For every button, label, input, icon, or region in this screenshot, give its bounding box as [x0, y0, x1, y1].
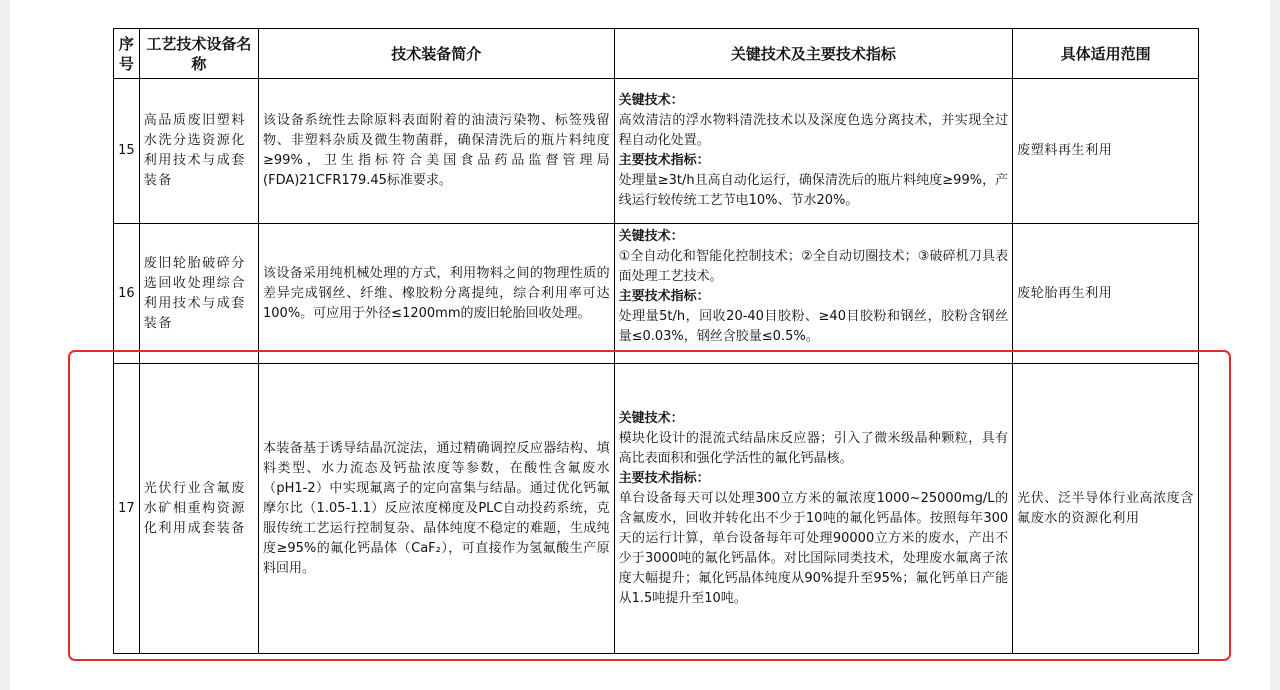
key-technology-label: 关键技术： [618, 410, 684, 426]
table-row [114, 224, 1199, 364]
technical-index-label: 主要技术指标： [618, 289, 710, 304]
table-row [114, 79, 1199, 224]
application-scope: 废塑料再生利用 [1013, 79, 1199, 224]
header-serial-no: 序号 [114, 29, 140, 79]
equipment-name: 光伏行业含氟废水矿相重构资源化利用成套装备 [139, 364, 258, 654]
header-key-technology: 关键技术及主要技术指标 [614, 29, 1013, 79]
technical-index-label: 主要技术指标： [618, 153, 710, 168]
key-technology-text: ①全自动化和智能化控制技术；②全自动切圈技术；③破碎机刀具表面处理工艺技术。 [618, 249, 1009, 284]
technical-index-label: 主要技术指标： [618, 470, 710, 486]
application-scope: 光伏、泛半导体行业高浓度含氟废水的资源化利用 [1013, 364, 1199, 654]
header-scope: 具体适用范围 [1013, 29, 1199, 79]
document-page [10, 0, 1270, 690]
row-number: 15 [114, 79, 140, 224]
key-technology-cell [614, 224, 1013, 364]
technology-table [113, 28, 1199, 654]
equipment-description: 该设备采用纯机械处理的方式，利用物料之间的物理性质的差异完成钢丝、纤维、橡胶粉分离提纯，综合利用率可达100%。可应用于外径≤1200mm的废旧轮胎回收处理。 [259, 224, 615, 364]
technical-index-text: 单台设备每天可以处理300立方米的氟浓度1000~25000mg/L的含氟废水，回收并转化出不少于10吨的氟化钙晶体。按照每年300天的运行计算，单台设备每年可处理90000立方米的废水，产出不少于3000吨的氟化钙晶体。对比国际同类技术，处理废水氟离子浓度大幅提升；氟化钙晶体纯度从90%提升至95%；氟化钙单日产能从1.5吨提升至10吨。 [618, 490, 1009, 606]
technical-index-text: 处理量≥3t/h且高自动化运行，确保清洗后的瓶片料纯度≥99%，产线运行较传统工艺节电10%、节水20%。 [618, 173, 1009, 208]
header-description: 技术装备简介 [259, 29, 615, 79]
header-equipment-name: 工艺技术设备名称 [139, 29, 258, 79]
equipment-description: 该设备系统性去除原料表面附着的油渍污染物、标签残留物、非塑料杂质及微生物菌群，确保清洗后的瓶片料纯度≥99%，卫生指标符合美国食品药品监督管理局(FDA)21CFR179.45标准要求。 [259, 79, 615, 224]
key-technology-cell [614, 364, 1013, 654]
row-number: 16 [114, 224, 140, 364]
key-technology-label: 关键技术： [618, 93, 684, 108]
table-row [114, 364, 1199, 654]
equipment-name: 废旧轮胎破碎分选回收处理综合利用技术与成套装备 [139, 224, 258, 364]
row-number: 17 [114, 364, 140, 654]
equipment-name: 高品质废旧塑料水洗分选资源化利用技术与成套装备 [139, 79, 258, 224]
key-technology-cell [614, 79, 1013, 224]
key-technology-text: 高效清洁的浮水物料清洗技术以及深度色选分离技术，并实现全过程自动化处置。 [618, 113, 1009, 148]
technical-index-text: 处理量5t/h，回收20-40目胶粉、≥40目胶粉和钢丝，胶粉含钢丝量≤0.03%，钢丝含胶量≤0.5%。 [618, 309, 1009, 344]
table-header-row [114, 29, 1199, 79]
application-scope: 废轮胎再生利用 [1013, 224, 1199, 364]
key-technology-text: 模块化设计的混流式结晶床反应器；引入了微米级晶种颗粒，具有高比表面积和强化学活性的氟化钙晶核。 [618, 430, 1009, 466]
equipment-description: 本装备基于诱导结晶沉淀法，通过精确调控反应器结构、填料类型、水力流态及钙盐浓度等参数，在酸性含氟废水（pH1-2）中实现氟离子的定向富集与结晶。通过优化钙氟摩尔比（1.05-1.1）反应浓度梯度及PLC自动投药系统，克服传统工艺运行控制复杂、晶体纯度不稳定的难题，生成纯度≥95%的氟化钙晶体（CaF₂），可直接作为氢氟酸生产原料回用。 [259, 364, 615, 654]
key-technology-label: 关键技术： [618, 229, 684, 244]
